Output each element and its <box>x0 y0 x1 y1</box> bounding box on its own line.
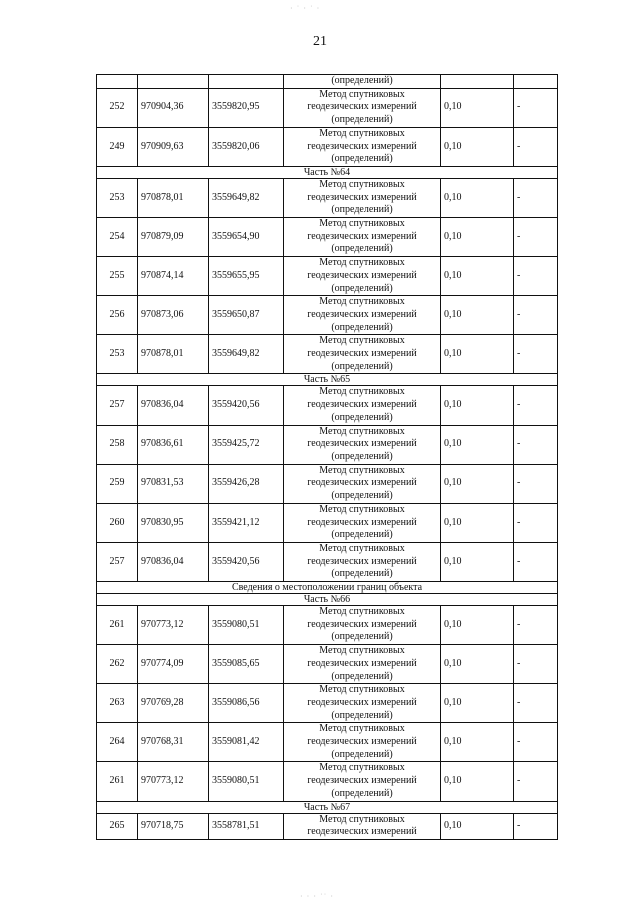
method-line: геодезических измерений <box>307 516 417 528</box>
scan-noise-top: · ˙ · ˙ · <box>290 4 321 13</box>
method-line: (определений) <box>331 490 393 502</box>
method-cell <box>284 127 441 166</box>
note-cell: - <box>514 542 558 581</box>
point-number-cell: 249 <box>97 127 138 166</box>
note-cell: - <box>514 178 558 217</box>
method-cell <box>284 684 441 723</box>
table-row <box>97 762 558 801</box>
method-line: (определений) <box>331 670 393 682</box>
section-header-row <box>97 582 558 594</box>
accuracy-cell: 0,10 <box>441 296 514 335</box>
method-cell <box>284 335 441 374</box>
method-line: геодезических измерений <box>307 191 417 203</box>
coord-y-cell <box>209 75 284 89</box>
coord-x-cell: 970836,04 <box>138 386 209 425</box>
point-number-cell: 258 <box>97 425 138 464</box>
coord-x-cell: 970879,09 <box>138 218 209 257</box>
accuracy-cell: 0,10 <box>441 257 514 296</box>
method-line: Метод спутниковых <box>319 723 405 735</box>
point-number-cell: 260 <box>97 503 138 542</box>
coordinates-table <box>96 74 558 840</box>
section-header-row <box>97 801 558 813</box>
point-number-cell: 252 <box>97 88 138 127</box>
method-line: Метод спутниковых <box>319 257 405 269</box>
method-cell <box>284 75 441 89</box>
method-line: геодезических измерений <box>307 308 417 320</box>
coord-y-cell: 3559421,12 <box>209 503 284 542</box>
note-cell: - <box>514 503 558 542</box>
coord-y-cell: 3558781,51 <box>209 813 284 839</box>
coord-y-cell: 3559080,51 <box>209 762 284 801</box>
method-line: (определений) <box>331 153 393 165</box>
accuracy-cell: 0,10 <box>441 606 514 645</box>
point-number-cell: 261 <box>97 606 138 645</box>
method-line: Метод спутниковых <box>319 684 405 696</box>
method-cell <box>284 425 441 464</box>
method-cell <box>284 296 441 335</box>
method-line: (определений) <box>331 321 393 333</box>
section-header-row <box>97 374 558 386</box>
table-row <box>97 425 558 464</box>
coord-x-cell <box>138 75 209 89</box>
accuracy-cell: 0,10 <box>441 645 514 684</box>
coord-y-cell: 3559086,56 <box>209 684 284 723</box>
table-row <box>97 813 558 839</box>
method-line: Метод спутниковых <box>319 606 405 618</box>
accuracy-cell: 0,10 <box>441 503 514 542</box>
coord-y-cell: 3559820,95 <box>209 88 284 127</box>
accuracy-cell: 0,10 <box>441 127 514 166</box>
method-cell <box>284 542 441 581</box>
note-cell: - <box>514 723 558 762</box>
method-line: геодезических измерений <box>307 555 417 567</box>
accuracy-cell: 0,10 <box>441 178 514 217</box>
table-row <box>97 218 558 257</box>
coord-y-cell: 3559420,56 <box>209 386 284 425</box>
coord-y-cell: 3559649,82 <box>209 178 284 217</box>
coord-x-cell: 970836,04 <box>138 542 209 581</box>
accuracy-cell: 0,10 <box>441 723 514 762</box>
method-cell <box>284 257 441 296</box>
coord-y-cell: 3559081,42 <box>209 723 284 762</box>
accuracy-cell: 0,10 <box>441 425 514 464</box>
method-cell <box>284 464 441 503</box>
method-line: (определений) <box>331 631 393 643</box>
method-cell <box>284 503 441 542</box>
method-line: геодезических измерений <box>307 477 417 489</box>
section-header-row <box>97 594 558 606</box>
section-title: Сведения о местоположении границ объекта <box>97 582 558 594</box>
method-line: геодезических измерений <box>307 101 417 113</box>
point-number-cell: 257 <box>97 386 138 425</box>
accuracy-cell: 0,10 <box>441 542 514 581</box>
point-number-cell: 257 <box>97 542 138 581</box>
section-title: Часть №64 <box>97 166 558 178</box>
method-line: геодезических измерений <box>307 438 417 450</box>
note-cell: - <box>514 762 558 801</box>
coord-y-cell: 3559420,56 <box>209 542 284 581</box>
page-number: 21 <box>313 34 327 49</box>
coord-y-cell: 3559820,06 <box>209 127 284 166</box>
table-row <box>97 335 558 374</box>
table-row <box>97 386 558 425</box>
method-cell <box>284 218 441 257</box>
method-line: геодезических измерений <box>307 696 417 708</box>
method-line: геодезических измерений <box>307 399 417 411</box>
table-row <box>97 503 558 542</box>
note-cell: - <box>514 296 558 335</box>
point-number-cell: 254 <box>97 218 138 257</box>
method-line: Метод спутниковых <box>319 425 405 437</box>
method-cell <box>284 723 441 762</box>
note-cell: - <box>514 425 558 464</box>
coord-y-cell: 3559080,51 <box>209 606 284 645</box>
coord-y-cell: 3559085,65 <box>209 645 284 684</box>
method-line: геодезических измерений <box>307 618 417 630</box>
method-line: Метод спутниковых <box>319 386 405 398</box>
method-line: Метод спутниковых <box>319 218 405 230</box>
accuracy-cell: 0,10 <box>441 386 514 425</box>
table-row <box>97 645 558 684</box>
method-line: (определений) <box>331 568 393 580</box>
method-cell <box>284 386 441 425</box>
method-line: Метод спутниковых <box>319 127 405 139</box>
point-number-cell: 253 <box>97 335 138 374</box>
method-line: (определений) <box>331 411 393 423</box>
point-number-cell: 264 <box>97 723 138 762</box>
method-line: Метод спутниковых <box>319 88 405 100</box>
method-line: (определений) <box>331 709 393 721</box>
coord-x-cell: 970904,36 <box>138 88 209 127</box>
point-number-cell: 263 <box>97 684 138 723</box>
method-cell <box>284 606 441 645</box>
method-line: Метод спутниковых <box>319 542 405 554</box>
section-title: Часть №65 <box>97 374 558 386</box>
method-line: (определений) <box>331 243 393 255</box>
table-row <box>97 606 558 645</box>
table-row <box>97 178 558 217</box>
point-number-cell: 256 <box>97 296 138 335</box>
table-row <box>97 75 558 89</box>
note-cell: - <box>514 386 558 425</box>
point-number-cell: 259 <box>97 464 138 503</box>
method-line: геодезических измерений <box>307 140 417 152</box>
method-line: Метод спутниковых <box>319 178 405 190</box>
method-line: Метод спутниковых <box>319 296 405 308</box>
section-title: Часть №67 <box>97 801 558 813</box>
method-line: Метод спутниковых <box>319 503 405 515</box>
note-cell: - <box>514 606 558 645</box>
point-number-cell: 261 <box>97 762 138 801</box>
method-line: геодезических измерений <box>307 657 417 669</box>
table-row <box>97 296 558 335</box>
note-cell <box>514 75 558 89</box>
coord-x-cell: 970874,14 <box>138 257 209 296</box>
coord-y-cell: 3559649,82 <box>209 335 284 374</box>
method-line: (определений) <box>331 450 393 462</box>
point-number-cell: 265 <box>97 813 138 839</box>
point-number-cell <box>97 75 138 89</box>
coord-y-cell: 3559654,90 <box>209 218 284 257</box>
note-cell: - <box>514 127 558 166</box>
method-line: Метод спутниковых <box>319 813 405 825</box>
method-line: (определений) <box>331 529 393 541</box>
accuracy-cell: 0,10 <box>441 684 514 723</box>
note-cell: - <box>514 335 558 374</box>
coord-y-cell: 3559426,28 <box>209 464 284 503</box>
method-line: (определений) <box>331 114 393 126</box>
coord-x-cell: 970878,01 <box>138 178 209 217</box>
accuracy-cell <box>441 75 514 89</box>
method-line: геодезических измерений <box>307 348 417 360</box>
accuracy-cell: 0,10 <box>441 335 514 374</box>
method-cell <box>284 762 441 801</box>
method-line: (определений) <box>331 748 393 760</box>
coord-x-cell: 970769,28 <box>138 684 209 723</box>
table-row <box>97 88 558 127</box>
note-cell: - <box>514 257 558 296</box>
coord-y-cell: 3559425,72 <box>209 425 284 464</box>
table-row <box>97 464 558 503</box>
method-cell <box>284 88 441 127</box>
coord-x-cell: 970774,09 <box>138 645 209 684</box>
method-line: Метод спутниковых <box>319 645 405 657</box>
note-cell: - <box>514 645 558 684</box>
coord-x-cell: 970873,06 <box>138 296 209 335</box>
coordinates-table-body <box>97 75 558 840</box>
coord-x-cell: 970836,61 <box>138 425 209 464</box>
method-line: геодезических измерений <box>307 775 417 787</box>
method-line: Метод спутниковых <box>319 464 405 476</box>
section-title: Часть №66 <box>97 594 558 606</box>
note-cell: - <box>514 813 558 839</box>
coord-y-cell: 3559650,87 <box>209 296 284 335</box>
table-row <box>97 127 558 166</box>
table-row <box>97 684 558 723</box>
accuracy-cell: 0,10 <box>441 762 514 801</box>
point-number-cell: 255 <box>97 257 138 296</box>
coord-x-cell: 970830,95 <box>138 503 209 542</box>
accuracy-cell: 0,10 <box>441 813 514 839</box>
accuracy-cell: 0,10 <box>441 88 514 127</box>
note-cell: - <box>514 464 558 503</box>
coord-x-cell: 970909,63 <box>138 127 209 166</box>
method-line: (определений) <box>331 282 393 294</box>
accuracy-cell: 0,10 <box>441 218 514 257</box>
coord-x-cell: 970768,31 <box>138 723 209 762</box>
coord-x-cell: 970878,01 <box>138 335 209 374</box>
method-line: геодезических измерений <box>307 269 417 281</box>
method-line: Метод спутниковых <box>319 762 405 774</box>
method-line: геодезических измерений <box>307 230 417 242</box>
method-cell <box>284 813 441 839</box>
coord-y-cell: 3559655,95 <box>209 257 284 296</box>
method-cell <box>284 645 441 684</box>
method-cell <box>284 178 441 217</box>
coord-x-cell: 970773,12 <box>138 762 209 801</box>
coord-x-cell: 970773,12 <box>138 606 209 645</box>
method-line: Метод спутниковых <box>319 335 405 347</box>
point-number-cell: 253 <box>97 178 138 217</box>
table-row <box>97 542 558 581</box>
method-line: геодезических измерений <box>307 826 417 838</box>
table-row <box>97 723 558 762</box>
method-line: (определений) <box>331 75 393 86</box>
scan-noise-bottom: · · · ˙˙ · <box>300 892 334 901</box>
method-line: (определений) <box>331 360 393 372</box>
table-row <box>97 257 558 296</box>
note-cell: - <box>514 218 558 257</box>
coord-x-cell: 970718,75 <box>138 813 209 839</box>
note-cell: - <box>514 684 558 723</box>
section-header-row <box>97 166 558 178</box>
point-number-cell: 262 <box>97 645 138 684</box>
method-line: геодезических измерений <box>307 736 417 748</box>
note-cell: - <box>514 88 558 127</box>
coord-x-cell: 970831,53 <box>138 464 209 503</box>
method-line: (определений) <box>331 787 393 799</box>
method-line: (определений) <box>331 204 393 216</box>
accuracy-cell: 0,10 <box>441 464 514 503</box>
